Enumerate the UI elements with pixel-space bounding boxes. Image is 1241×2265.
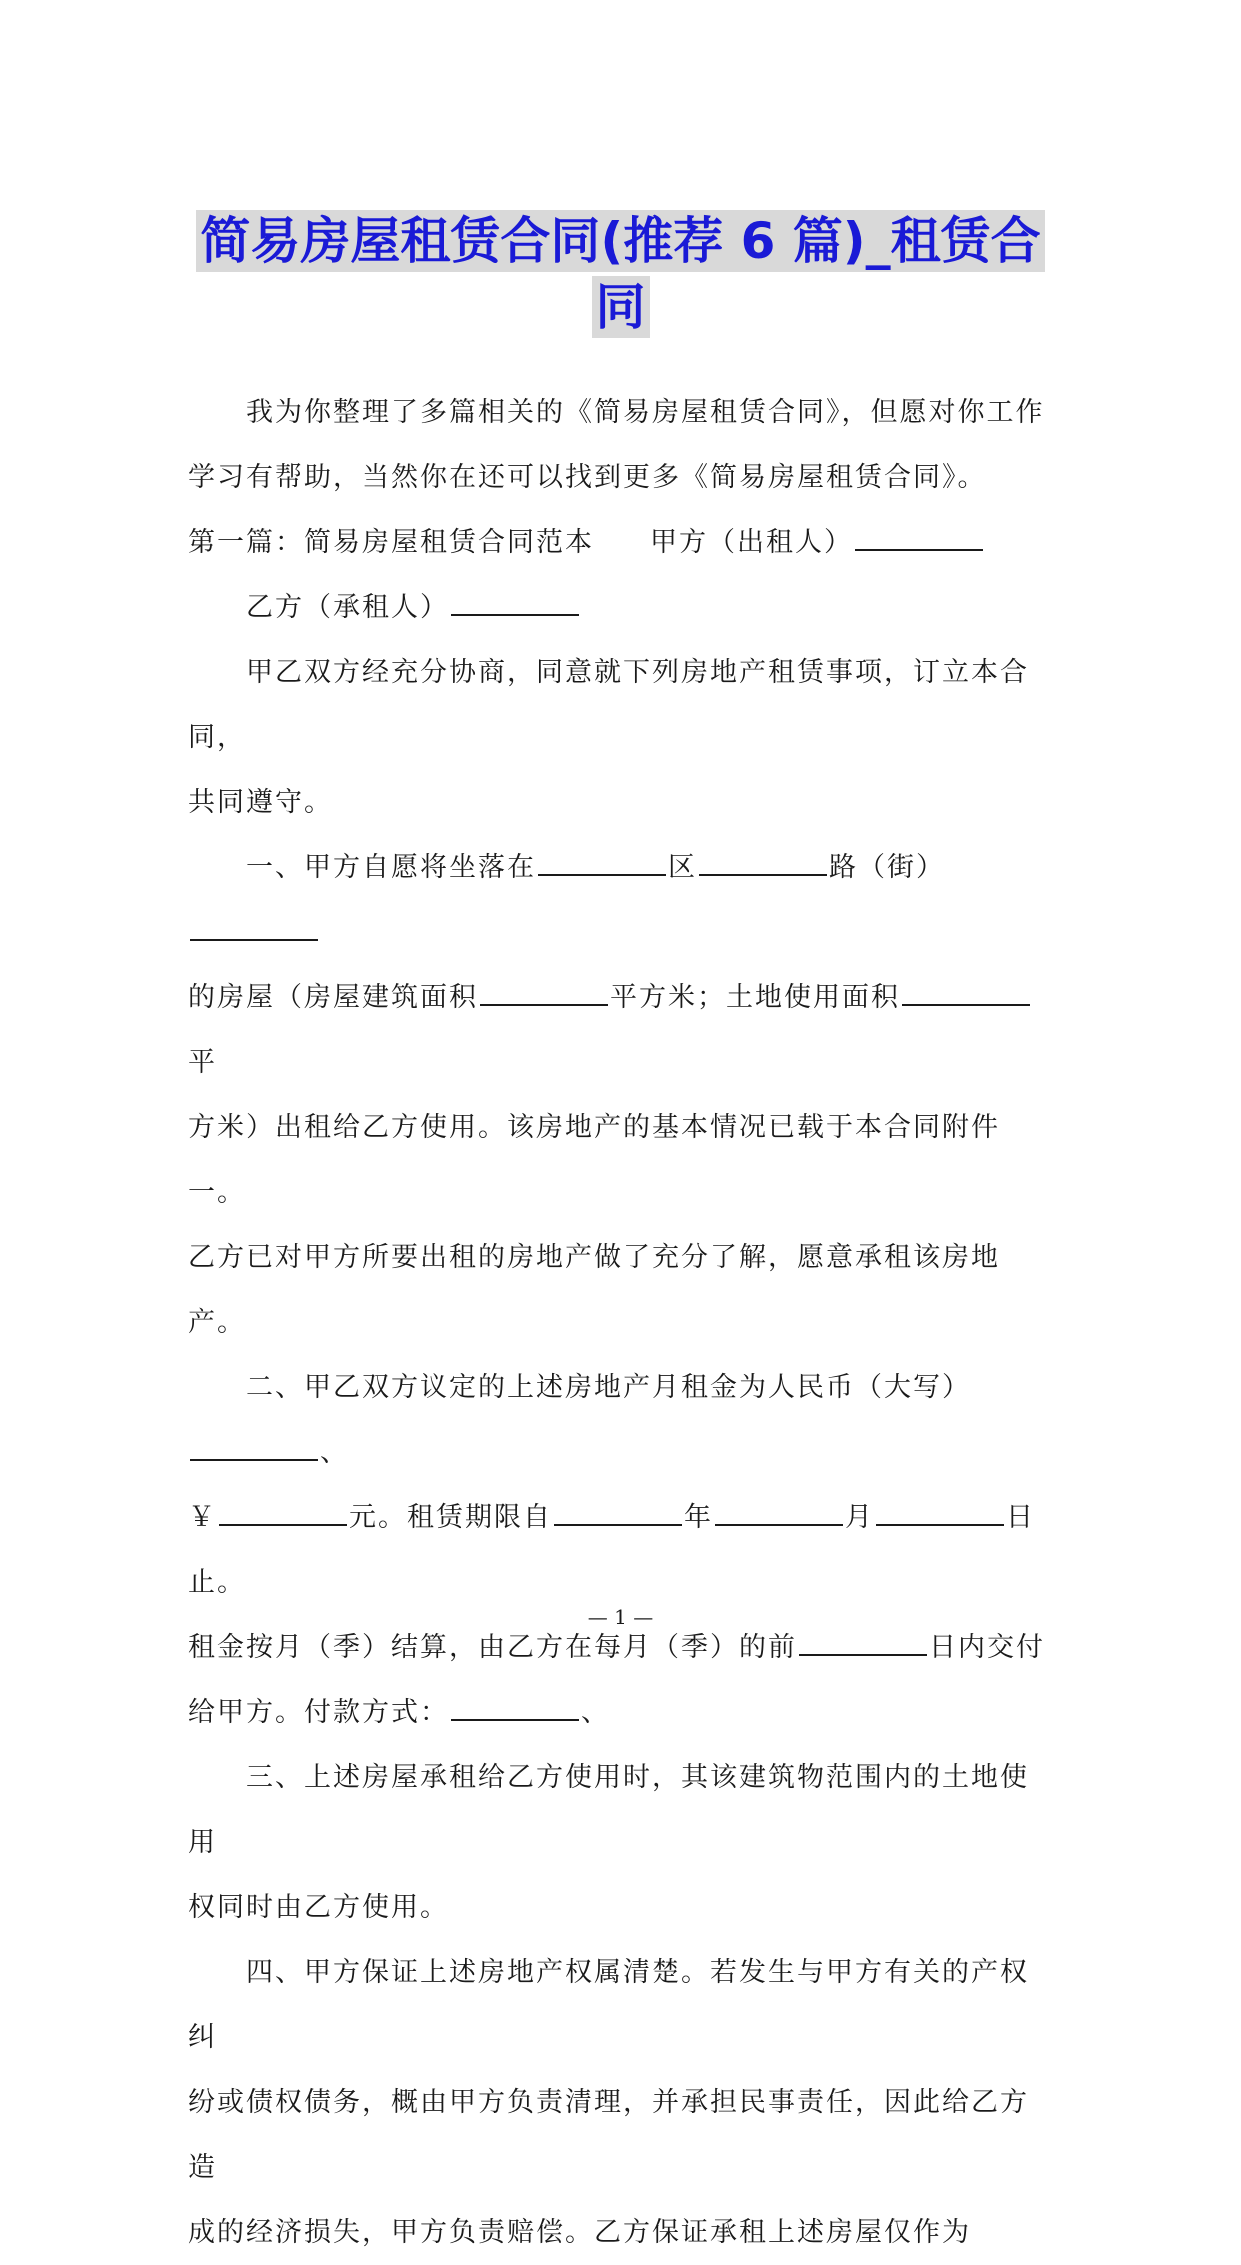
section-1-line-1 xyxy=(188,835,1053,965)
s1-text-a: 一、甲方自愿将坐落在 xyxy=(246,852,536,883)
document-body xyxy=(188,380,1053,2265)
s2-text-e: 年 xyxy=(684,1502,713,1533)
s1-text-d: 的房屋（房屋建筑面积 xyxy=(188,982,478,1013)
first-heading: 第一篇：简易房屋租赁合同范本 xyxy=(188,527,594,558)
s2-yen: ￥ xyxy=(188,1502,217,1533)
blank-line xyxy=(190,915,318,941)
blank-line xyxy=(876,1500,1004,1526)
blank-line xyxy=(538,850,666,876)
blank-line xyxy=(554,1500,682,1526)
blank-line xyxy=(451,1695,579,1721)
blank-line xyxy=(219,1500,347,1526)
s1-text-b: 区 xyxy=(668,852,697,883)
s1-text-f: 平 xyxy=(188,1047,217,1078)
section-2-line-4 xyxy=(188,1680,1053,1745)
document-title-line2: 同 xyxy=(592,276,650,338)
section-2-line-1 xyxy=(188,1355,1053,1485)
blank-line xyxy=(855,525,983,551)
s2-text-h: 租金按月（季）结算，由乙方在每月（季）的前 xyxy=(188,1632,797,1663)
s1-text-c: 路（街） xyxy=(829,852,945,883)
s2-text-i: 日内交付 xyxy=(929,1632,1045,1663)
s1-text-e: 平方米；土地使用面积 xyxy=(610,982,900,1013)
s2-text-f: 月 xyxy=(845,1502,874,1533)
party-b-label: 乙方（承租人） xyxy=(246,592,449,623)
blank-line xyxy=(799,1630,927,1656)
s2-text-g: 日止。 xyxy=(188,1502,1035,1598)
section-4-line-2: 纷或债权债务，概由甲方负责清理，并承担民事责任，因此给乙方造 xyxy=(188,2087,1029,2183)
page-number: — 1 — xyxy=(587,1605,654,1629)
blank-line xyxy=(190,1435,318,1461)
agree-line-1: 甲乙双方经充分协商，同意就下列房地产租赁事项，订立本合同， xyxy=(188,657,1029,753)
s2-text-j: 给甲方。付款方式： xyxy=(188,1697,449,1728)
intro-line-1: 我为你整理了多篇相关的《简易房屋租赁合同》，但愿对你工作 xyxy=(246,397,1045,428)
party-b-line xyxy=(188,575,1053,640)
section-4-line-3: 成的经济损失，甲方负责赔偿。乙方保证承租上述房屋仅作为 xyxy=(188,2217,971,2248)
document-title-line1: 简易房屋租赁合同(推荐 6 篇)_租赁合 xyxy=(196,210,1044,272)
section-3-line-2: 权同时由乙方使用。 xyxy=(188,1892,449,1923)
section-4-line-1: 四、甲方保证上述房地产权属清楚。若发生与甲方有关的产权纠 xyxy=(188,1957,1029,2053)
blank-line xyxy=(902,980,1030,1006)
blank-line xyxy=(715,1500,843,1526)
section-3-line-1: 三、上述房屋承租给乙方使用时，其该建筑物范围内的土地使用 xyxy=(188,1762,1029,1858)
title-block xyxy=(0,210,1241,338)
s2-text-b: 、 xyxy=(320,1437,349,1468)
blank-line xyxy=(699,850,827,876)
section-1-line-3: 方米）出租给乙方使用。该房地产的基本情况已载于本合同附件一。 xyxy=(188,1112,1000,1208)
section-2-line-2 xyxy=(188,1485,1053,1615)
party-a-label: 甲方（出租人） xyxy=(650,527,853,558)
s2-text-k: 、 xyxy=(581,1697,610,1728)
section-1-line-2 xyxy=(188,965,1053,1095)
blank-line xyxy=(451,590,579,616)
intro-line-2: 学习有帮助，当然你在还可以找到更多《简易房屋租赁合同》。 xyxy=(188,462,987,493)
s2-text-a: 二、甲乙双方议定的上述房地产月租金为人民币（大写） xyxy=(246,1372,971,1403)
blank-line xyxy=(480,980,608,1006)
first-heading-line xyxy=(188,510,1053,575)
section-1-line-4: 乙方已对甲方所要出租的房地产做了充分了解，愿意承租该房地产。 xyxy=(188,1242,1000,1338)
agree-line-2: 共同遵守。 xyxy=(188,787,333,818)
s2-text-d: 元。租赁期限自 xyxy=(349,1502,552,1533)
